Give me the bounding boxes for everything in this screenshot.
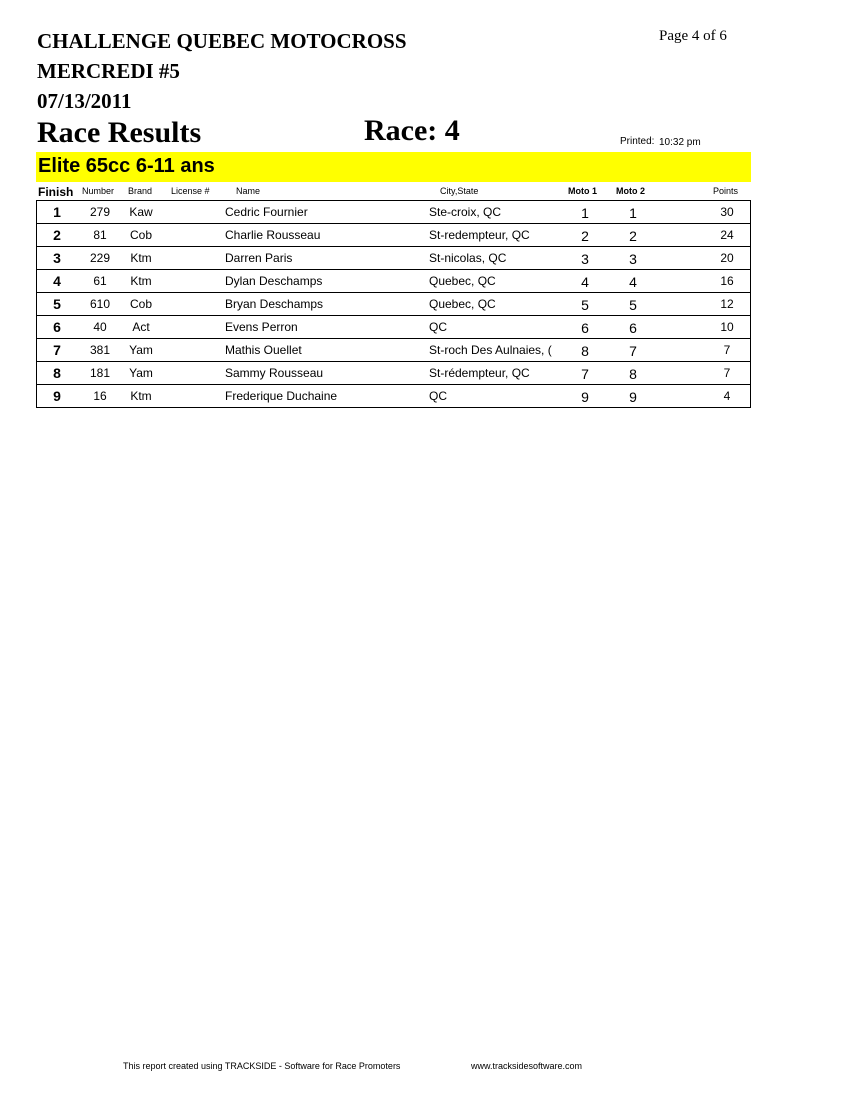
rider-number: 81 (93, 228, 107, 242)
moto2-result: 5 (629, 297, 637, 313)
bike-brand: Cob (129, 297, 152, 311)
column-header-city-state: City,State (440, 186, 479, 196)
rider-city-state: Ste-croix, QC (429, 205, 502, 219)
rider-name: Evens Perron (225, 320, 298, 334)
results-table (36, 200, 751, 408)
rider-name: Bryan Deschamps (225, 297, 324, 311)
moto2-result: 8 (629, 366, 637, 382)
rider-name: Frederique Duchaine (225, 389, 338, 403)
moto1-result: 2 (581, 228, 589, 244)
class-banner (36, 152, 751, 182)
points: 7 (723, 343, 731, 357)
table-row (37, 385, 750, 408)
class-name: Elite 65cc 6-11 ans (38, 155, 215, 177)
points: 24 (720, 228, 734, 242)
printed-time: 10:32 pm (659, 137, 701, 148)
event-subtitle: MERCREDI #5 (37, 59, 180, 83)
finish-position: 1 (53, 204, 61, 220)
rider-name: Sammy Rousseau (225, 366, 324, 380)
rider-name: Darren Paris (225, 251, 293, 265)
bike-brand: Act (132, 320, 150, 334)
column-header-number: Number (82, 186, 115, 196)
column-header-moto2: Moto 2 (616, 186, 645, 196)
finish-position: 8 (53, 365, 61, 381)
race-heading: Race: 4 (364, 114, 460, 147)
moto2-result: 6 (629, 320, 637, 336)
column-header-points: Points (713, 186, 739, 196)
points: 16 (720, 274, 734, 288)
moto1-result: 3 (581, 251, 589, 267)
points: 12 (720, 297, 734, 311)
moto1-result: 6 (581, 320, 589, 336)
bike-brand: Yam (129, 343, 153, 357)
table-row (37, 270, 750, 293)
rider-number: 229 (89, 251, 111, 265)
column-header-finish: Finish (38, 185, 74, 199)
moto1-result: 1 (581, 205, 589, 221)
event-title: CHALLENGE QUEBEC MOTOCROSS (37, 29, 407, 53)
column-header-license: License # (171, 186, 210, 196)
finish-position: 6 (53, 319, 61, 335)
rider-city-state: St-nicolas, QC (429, 251, 507, 265)
finish-position: 4 (53, 273, 61, 289)
rider-city-state: QC (429, 320, 447, 334)
rider-name: Dylan Deschamps (225, 274, 323, 288)
rider-number: 381 (89, 343, 111, 357)
moto2-result: 9 (629, 389, 637, 405)
table-row (37, 339, 750, 362)
bike-brand: Ktm (130, 251, 152, 265)
rider-number: 279 (89, 205, 111, 219)
report-title: Race Results (37, 116, 202, 149)
finish-position: 3 (53, 250, 61, 266)
bike-brand: Cob (129, 228, 152, 242)
footer-credit: This report created using TRACKSIDE - Software for Race Promoters (123, 1061, 401, 1071)
rider-city-state: Quebec, QC (429, 297, 496, 311)
table-row (37, 247, 750, 270)
moto1-result: 4 (581, 274, 589, 290)
page-indicator: Page 4 of 6 (659, 28, 727, 44)
moto2-result: 4 (629, 274, 637, 290)
table-row (37, 224, 750, 247)
bike-brand: Yam (129, 366, 153, 380)
table-row (37, 316, 750, 339)
event-date: 07/13/2011 (37, 89, 132, 113)
rider-number: 40 (93, 320, 107, 334)
rider-number: 16 (93, 389, 107, 403)
bike-brand: Kaw (129, 205, 153, 219)
table-row (37, 362, 750, 385)
table-row (37, 201, 750, 224)
rider-number: 61 (93, 274, 107, 288)
moto1-result: 9 (581, 389, 589, 405)
printed-label: Printed: (620, 136, 655, 147)
points: 20 (720, 251, 734, 265)
finish-position: 9 (53, 388, 61, 404)
rider-number: 181 (89, 366, 111, 380)
moto1-result: 7 (581, 366, 589, 382)
table-row (37, 293, 750, 316)
column-header-moto1: Moto 1 (568, 186, 597, 196)
points: 7 (723, 366, 731, 380)
points: 30 (720, 205, 734, 219)
rider-city-state: St-rédempteur, QC (429, 366, 530, 380)
points: 4 (723, 389, 731, 403)
finish-position: 5 (53, 296, 61, 312)
rider-number: 610 (89, 297, 111, 311)
moto2-result: 7 (629, 343, 637, 359)
moto1-result: 5 (581, 297, 589, 313)
rider-name: Mathis Ouellet (225, 343, 302, 357)
footer-website: www.tracksidesoftware.com (471, 1061, 583, 1071)
bike-brand: Ktm (130, 274, 152, 288)
finish-position: 7 (53, 342, 61, 358)
column-header-name: Name (236, 186, 261, 196)
rider-name: Cedric Fournier (225, 205, 308, 219)
moto2-result: 3 (629, 251, 637, 267)
moto1-result: 8 (581, 343, 589, 359)
column-header-brand: Brand (128, 186, 153, 196)
moto2-result: 1 (629, 205, 637, 221)
rider-city-state: Quebec, QC (429, 274, 496, 288)
bike-brand: Ktm (130, 389, 152, 403)
rider-city-state: QC (429, 389, 447, 403)
rider-city-state: St-redempteur, QC (429, 228, 530, 242)
finish-position: 2 (53, 227, 61, 243)
rider-city-state: St-roch Des Aulnaies, ( (429, 343, 552, 357)
moto2-result: 2 (629, 228, 637, 244)
points: 10 (720, 320, 734, 334)
rider-name: Charlie Rousseau (225, 228, 321, 242)
